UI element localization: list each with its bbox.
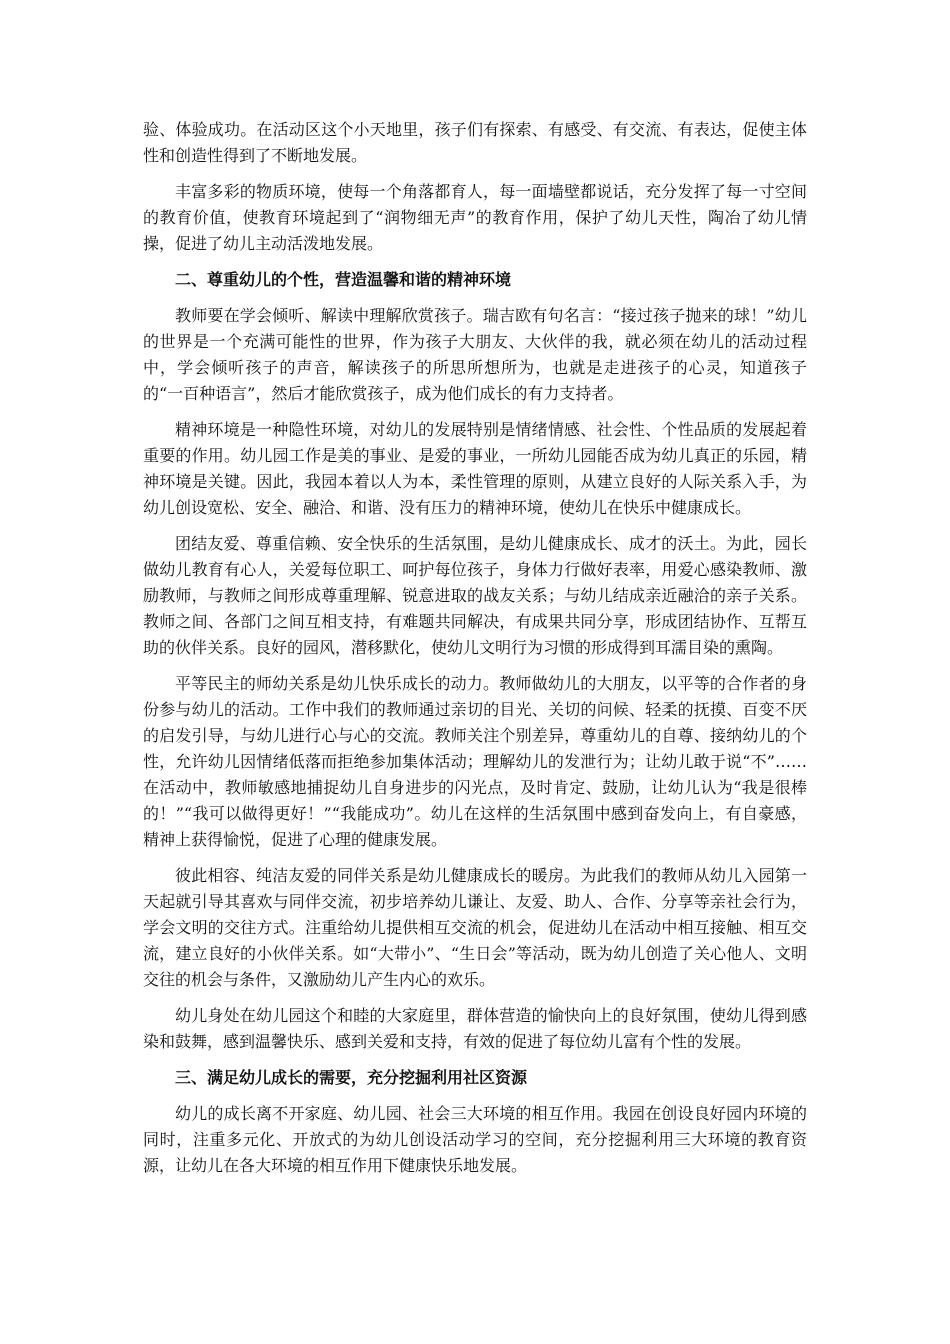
paragraph-unity-atmosphere: 团结友爱、尊重信赖、安全快乐的生活氛围，是幼儿健康成长、成才的沃土。为此，园长做幼儿教育有心人，关爱每位职工、呵护每位孩子，身体力行做好表率，用爱心感染教师、激励教师，与教师之间形成尊重理解、锐意进取的战友关系；与幼儿结成亲近融洽的亲子关系。教师之间、各部门之间互相支持，有难题共同解决，有成果共同分享，形成团结协作、互帮互助的伙伴关系。良好的园风，潜移默化，使幼儿文明行为习惯的形成得到耳濡目染的熏陶。 bbox=[143, 534, 807, 657]
paragraph-peer-relationship: 彼此相容、纯洁友爱的同伴关系是幼儿健康成长的暖房。为此我们的教师从幼儿入园第一天起就引导其喜欢与同伴交流，初步培养幼儿谦让、友爱、助人、合作、分享等亲社会行为，学会文明的交往方式。注重给幼儿提供相互交流的机会，促进幼儿在活动中相互接触、相互交流，建立良好的小伙伴关系。如“大带小”、“生日会”等活动，既为幼儿创造了关心他人、文明交往的机会与条件，又激励幼儿产生内心的欢乐。 bbox=[143, 866, 807, 989]
paragraph-teacher-listening: 教师要在学会倾听、解读中理解欣赏孩子。瑞吉欧有句名言：“接过孩子抛来的球！”幼儿的世界是一个充满可能性的世界，作为孩子大朋友、大伙伴的我，就必须在幼儿的活动过程中，学会倾听孩子的声音，解读孩子的所思所想所为，也就是走进孩子的心灵，知道孩子的“一百种语言”，然后才能欣赏孩子，成为他们成长的有力支持者。 bbox=[143, 306, 807, 403]
section-heading-3: 三、满足幼儿成长的需要，充分挖掘利用社区资源 bbox=[175, 1068, 528, 1087]
paragraph-spiritual-environment: 精神环境是一种隐性环境，对幼儿的发展特别是情绪情感、社会性、个性品质的发展起着重要的作用。幼儿园工作是美的事业、是爱的事业，一所幼儿园能否成为幼儿真正的乐园，精神环境是关键。因此，我园本着以人为本，柔性管理的原则，从建立良好的人际关系入手，为幼儿创设宽松、安全、融洽、和谐、没有压力的精神环境，使幼儿在快乐中健康成长。 bbox=[143, 420, 807, 517]
section-heading-2: 二、尊重幼儿的个性，营造温馨和谐的精神环境 bbox=[175, 270, 512, 289]
paragraph-teacher-child-relationship: 平等民主的师幼关系是幼儿快乐成长的动力。教师做幼儿的大朋友，以平等的合作者的身份参与幼儿的活动。工作中我们的教师通过亲切的目光、关切的问候、轻柔的抚摸、百变不厌的启发引导，与幼儿进行心与心的交流。教师关注个别差异，尊重幼儿的自尊、接纳幼儿的个性，允许幼儿因情绪低落而拒绝参加集体活动；理解幼儿的发泄行为；让幼儿敢于说“不”……在活动中，教师敏感地捕捉幼儿自身进步的闪光点，及时肯定、鼓励，让幼儿认为“我是很棒的！”“我可以做得更好！”“我能成功”。幼儿在这样的生活氛围中感到奋发向上，有自豪感，精神上获得愉悦，促进了心理的健康发展。 bbox=[143, 674, 807, 849]
paragraph-community-resources: 幼儿的成长离不开家庭、幼儿园、社会三大环境的相互作用。我园在创设良好园内环境的同时，注重多元化、开放式的为幼儿创设活动学习的空间，充分挖掘利用三大环境的教育资源，让幼儿在各大环境的相互作用下健康快乐地发展。 bbox=[143, 1104, 807, 1175]
paragraph-continuation: 验、体验成功。在活动区这个小天地里，孩子们有探索、有感受、有交流、有表达，促使主体性和创造性得到了不断地发展。 bbox=[143, 120, 807, 165]
document-page bbox=[143, 117, 807, 1189]
paragraph-material-environment: 丰富多彩的物质环境，使每一个角落都育人，每一面墙壁都说话，充分发挥了每一寸空间的教育价值，使教育环境起到了“润物细无声”的教育作用，保护了幼儿天性，陶冶了幼儿情操，促进了幼儿主动活泼地发展。 bbox=[143, 182, 807, 253]
paragraph-family-atmosphere: 幼儿身处在幼儿园这个和睦的大家庭里，群体营造的愉快向上的良好氛围，使幼儿得到感染和鼓舞，感到温馨快乐、感到关爱和支持，有效的促进了每位幼儿富有个性的发展。 bbox=[143, 1006, 807, 1051]
